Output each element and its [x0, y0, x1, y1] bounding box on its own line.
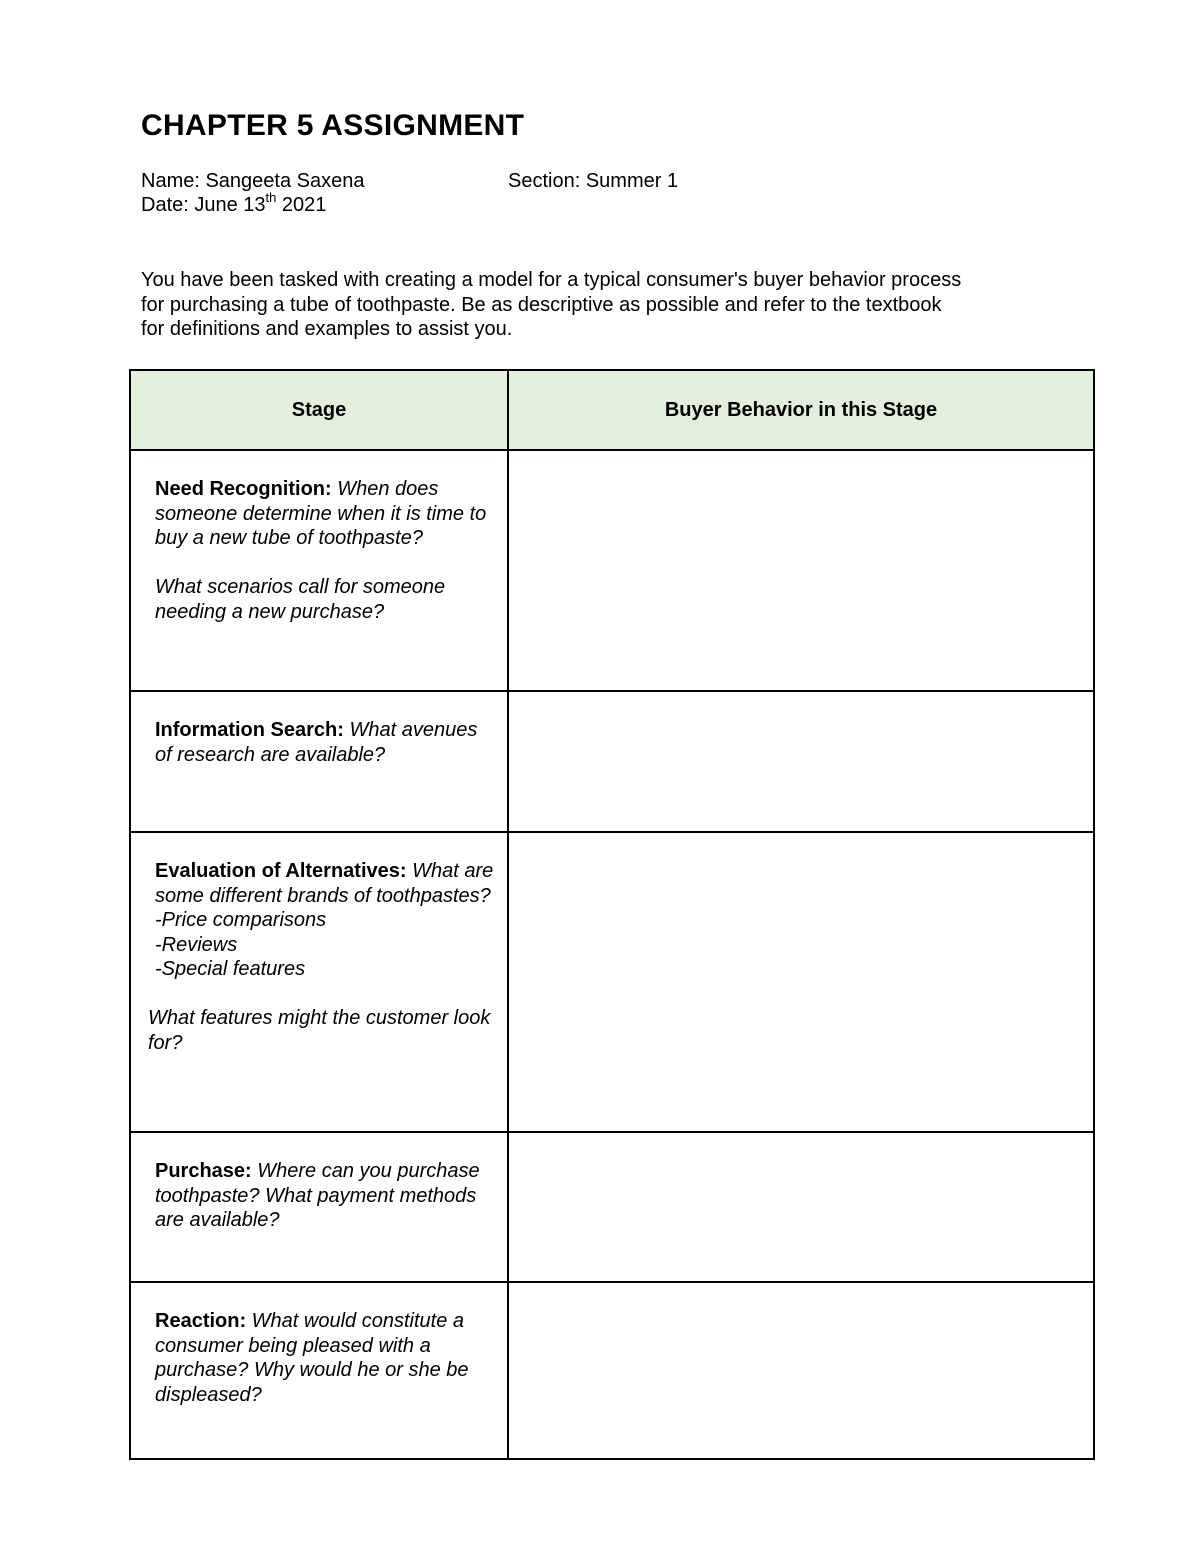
- stage-cell-reaction: [130, 1282, 508, 1459]
- list-item: -Special features: [155, 958, 306, 980]
- stage-question: What would constitute a consumer being pleased with a purchase? Why would he or she be displeased?: [155, 1310, 469, 1406]
- table-row: [130, 832, 1094, 1132]
- buyer-behavior-table: [129, 369, 1095, 1460]
- behavior-cell-reaction[interactable]: [508, 1282, 1094, 1459]
- instructions-line: You have been tasked with creating a model for a typical consumer's buyer behavior process: [141, 269, 962, 291]
- stage-question: What scenarios call for someone needing a new purchase?: [155, 576, 446, 623]
- stage-question: What are some different brands of toothpastes?: [155, 860, 494, 907]
- stage-cell-information-search: [130, 691, 508, 832]
- list-item: -Reviews: [155, 933, 238, 956]
- behavior-cell-evaluation-of-alternatives[interactable]: [508, 832, 1094, 1132]
- stage-name: Purchase:: [155, 1160, 252, 1182]
- date-prefix: Date: June 13: [141, 194, 266, 216]
- list-item: -Price comparisons: [155, 909, 327, 931]
- table-row: [130, 450, 1094, 691]
- header-stage: Stage: [130, 370, 508, 450]
- stage-name: Need Recognition:: [155, 478, 332, 500]
- table-row: [130, 1282, 1094, 1459]
- table-row: [130, 691, 1094, 832]
- student-section: Section: Summer 1: [508, 170, 679, 192]
- date-suffix: th: [265, 190, 277, 206]
- stage-question: Where can you purchase toothpaste? What payment methods are available?: [155, 1160, 480, 1231]
- instructions-line: for purchasing a tube of toothpaste. Be as descriptive as possible and refer to the textbook: [141, 293, 942, 316]
- student-name: Name: Sangeeta Saxena: [141, 170, 365, 192]
- header-buyer-behavior: Buyer Behavior in this Stage: [508, 370, 1094, 450]
- assignment-date: [141, 190, 327, 217]
- stage-name: Information Search:: [155, 719, 344, 741]
- stage-cell-need-recognition: [130, 450, 508, 691]
- behavior-cell-purchase[interactable]: [508, 1132, 1094, 1282]
- stage-question: What avenues of research are available?: [155, 719, 478, 766]
- stage-name: Evaluation of Alternatives:: [155, 860, 407, 882]
- stage-cell-evaluation-of-alternatives: [130, 832, 508, 1132]
- stage-question: When does someone determine when it is time to buy a new tube of toothpaste?: [155, 478, 487, 549]
- instructions-line: for definitions and examples to assist you.: [141, 318, 513, 340]
- instructions-paragraph: [141, 268, 1061, 342]
- document-title: CHAPTER 5 ASSIGNMENT: [141, 109, 525, 142]
- behavior-cell-information-search[interactable]: [508, 691, 1094, 832]
- stage-name: Reaction:: [155, 1310, 247, 1332]
- table-row: [130, 1132, 1094, 1282]
- stage-cell-purchase: [130, 1132, 508, 1282]
- behavior-cell-need-recognition[interactable]: [508, 450, 1094, 691]
- table-header-row: [130, 370, 1094, 450]
- date-year: 2021: [276, 194, 327, 216]
- stage-question: What features might the customer look for?: [148, 1007, 491, 1054]
